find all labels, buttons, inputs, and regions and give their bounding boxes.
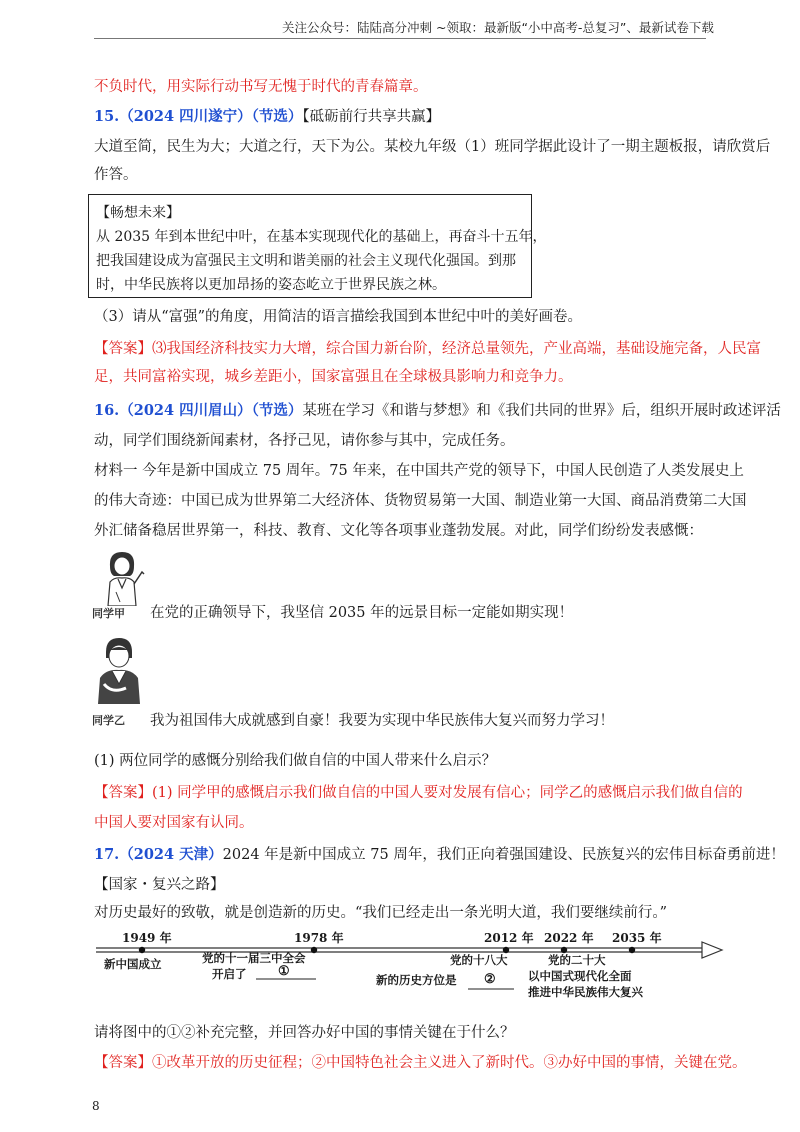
event-1978-line1: 党的十一届三中全会 [202, 951, 306, 965]
header-rule [94, 38, 706, 39]
year-2022: 2022 年 [544, 931, 594, 945]
year-1978: 1978 年 [294, 931, 344, 945]
blank-1: ① [278, 964, 290, 979]
text-line: 请将图中的①②补充完整，并回答办好中国的事情关键在于什么？ [94, 1025, 515, 1041]
text-line: （3）请从“富强”的角度，用简洁的语言描绘我国到本世纪中叶的美好画卷。 [94, 309, 583, 325]
page-header: 关注公众号：陆陆高分冲刺 ~领取：最新版“小中高考-总复习”、最新试卷下载 [282, 20, 714, 35]
year-1949: 1949 年 [122, 931, 172, 945]
year-2035: 2035 年 [612, 931, 662, 945]
text-line: 外汇储备稳居世界第一，科技、教育、文化等各项事业蓬勃发展。对此，同学们纷纷发表感慨： [94, 523, 703, 539]
text-line: 不负时代，用实际行动书写无愧于时代的青春篇章。 [94, 79, 428, 95]
text-line: 对历史最好的致敬，就是创造新的历史。“我们已经走出一条光明大道，我们要继续前行。” [94, 905, 668, 921]
blank-2: ② [484, 972, 496, 987]
text-line: (1) 两位同学的感慨分别给我们做自信的中国人带来什么启示？ [94, 753, 497, 769]
text-line: 材料一 今年是新中国成立 75 周年。75 年来，在中国共产党的领导下，中国人民创造了人类发展史上 [94, 463, 744, 479]
box-title: 【畅想未来】 [96, 205, 180, 221]
question-17-heading [94, 844, 785, 866]
question-tag: 17.（2024 天津） [94, 846, 223, 863]
question-tag: 15.（2024 四川遂宁）（节选） [94, 108, 303, 125]
year-2012: 2012 年 [484, 931, 534, 945]
question-15-heading [94, 106, 440, 128]
answer-line: 【答案】⑶我国经济科技实力大增，综合国力新台阶，经济总量领先，产业高端，基础设施完备，人民富 [94, 341, 761, 357]
student-b-caption: 同学乙 [92, 714, 125, 727]
student-b-illustration [90, 636, 148, 704]
event-1978-line2: 开启了 [212, 967, 247, 981]
box-line: 时，中华民族将以更加昂扬的姿态屹立于世界民族之林。 [96, 277, 446, 293]
text-line: 的伟大奇迹：中国已成为世界第二大经济体、货物贸易第一大国、制造业第一大国、商品消费第二大国 [94, 493, 747, 509]
event-1949: 新中国成立 [104, 957, 162, 971]
event-2012-line2: 新的历史方位是 [376, 973, 457, 987]
box-line: 从 2035 年到本世纪中叶，在基本实现现代化的基础上，再奋斗十五年， [96, 229, 547, 245]
event-2022-line2: 以中国式现代化全面 [528, 969, 632, 983]
question-title: 【砥砺前行共享共赢】 [302, 109, 441, 125]
question-text: 2024 年是新中国成立 75 周年，我们正向着强国建设、民族复兴的宏伟目标奋勇前进！ [222, 847, 785, 863]
answer-line: 中国人要对国家有认同。 [94, 815, 254, 831]
answer-line: 【答案】(1) 同学甲的感慨启示我们做自信的中国人要对发展有信心；同学乙的感慨启示我们做自信的 [94, 785, 743, 801]
page-number: 8 [92, 1099, 100, 1113]
history-timeline [94, 924, 734, 1004]
answer-line: 足，共同富裕实现，城乡差距小，国家富强且在全球极具影响力和竞争力。 [94, 369, 573, 385]
question-tag: 16.（2024 四川眉山）（节选） [94, 402, 303, 419]
student-b-quote: 我为祖国伟大成就感到自豪！我要为实现中华民族伟大复兴而努力学习！ [150, 713, 614, 729]
student-a-caption: 同学甲 [92, 607, 125, 620]
question-16-heading [94, 400, 781, 422]
event-2022-line3: 推进中华民族伟大复兴 [528, 985, 643, 999]
student-a-quote: 在党的正确领导下，我坚信 2035 年的远景目标一定能如期实现！ [150, 605, 574, 621]
event-2022-line1: 党的二十大 [548, 953, 606, 967]
event-2012-line1: 党的十八大 [450, 953, 508, 967]
text-line: 作答。 [94, 167, 138, 183]
answer-line: 【答案】①改革开放的历史征程；②中国特色社会主义进入了新时代。③办好中国的事情，关键在党。 [94, 1055, 747, 1071]
text-line: 大道至简，民生为大；大道之行，天下为公。某校九年级（1）班同学据此设计了一期主题板报，请欣赏后 [94, 139, 771, 155]
text-line: 动，同学们围绕新闻素材，各抒己见，请你参与其中，完成任务。 [94, 433, 515, 449]
question-text: 某班在学习《和谐与梦想》和《我们共同的世界》后，组织开展时政述评活 [302, 403, 781, 419]
student-a-illustration [96, 548, 148, 606]
box-line: 把我国建设成为富强民主文明和谐美丽的社会主义现代化强国。到那 [96, 253, 516, 269]
question-title: 【国家・复兴之路】 [94, 877, 225, 893]
